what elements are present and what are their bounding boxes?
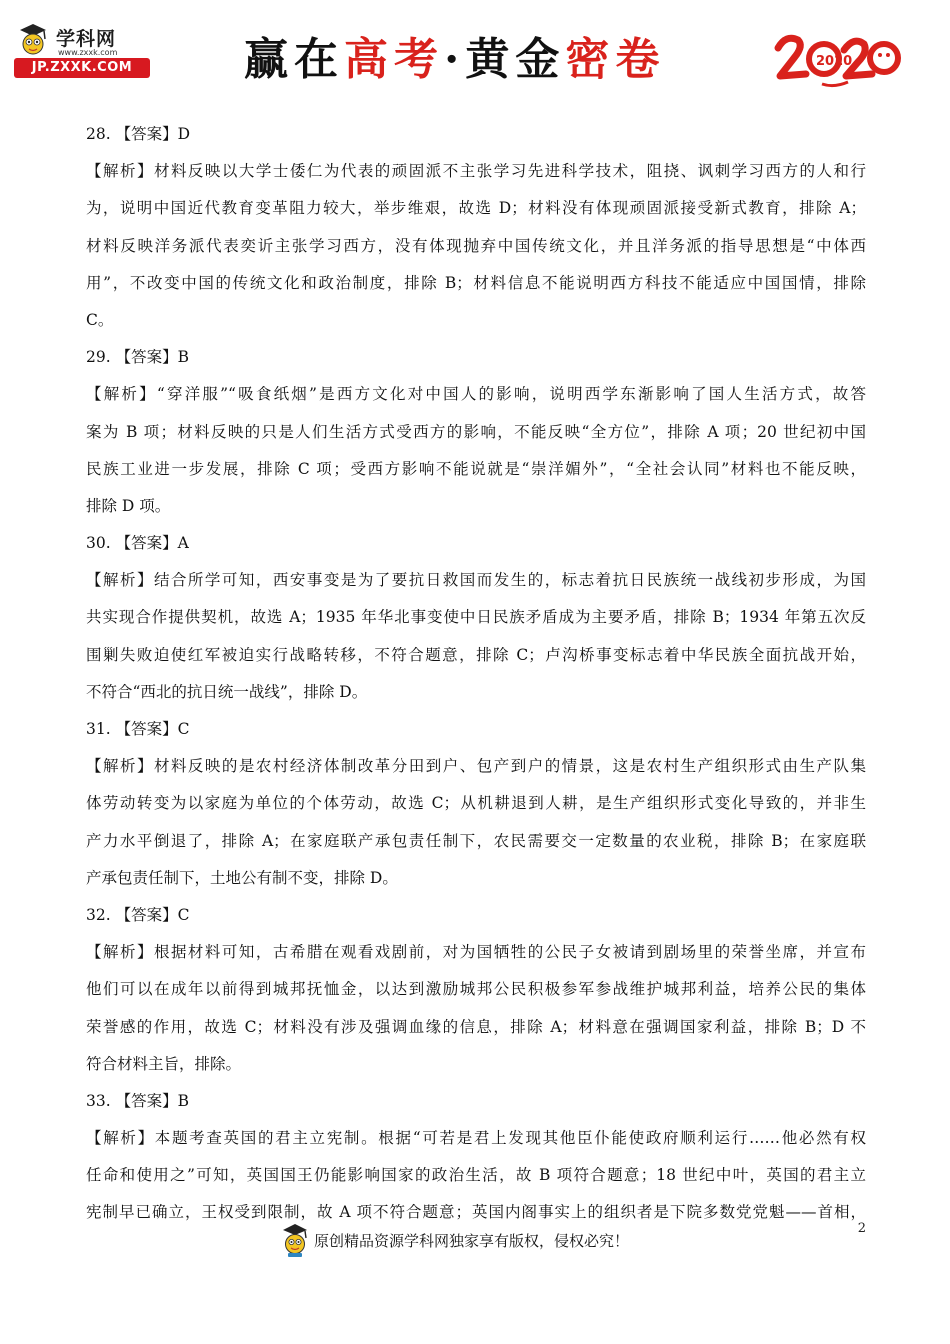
- text-line: 用”，不改变中国的传统文化和政治制度，排除 B；材料信息不能说明西方科技不能适应中国国情，排除: [86, 273, 866, 292]
- answer-content: [86, 116, 866, 1232]
- text-line: 产力水平倒退了，排除 A；在家庭联产承包责任制下，农民需要交一定数量的农业税，排除 B；在家庭联: [86, 831, 866, 850]
- logo-subtitle: www.zxxk.com: [58, 48, 118, 57]
- text-line: 体劳动转变为以家庭为单位的个体劳动，故选 C；从机耕退到人耕，是生产组织形式变化导致的，并非生: [86, 794, 866, 813]
- text-line: 【解析】材料反映以大学士倭仁为代表的顽固派不主张学习先进科学技术，阻挠、讽刺学习西方的人和行: [86, 162, 866, 181]
- banner-part: 高考: [344, 34, 444, 85]
- copyright-text: 原创精品资源学科网独家享有版权，侵权必究！: [314, 1232, 630, 1250]
- banner-title: [244, 30, 665, 90]
- banner-part: ·黄金: [444, 34, 566, 85]
- page-number: 2: [857, 1221, 866, 1236]
- logo-domain-badge: JP.ZXXK.COM: [14, 58, 150, 78]
- text-line: 他们可以在成年以前得到城邦抚恤金，以达到激励城邦公民积极参军参战维护城邦利益，培养公民的集体: [86, 980, 866, 999]
- text-line: 围剿失败迫使红军被迫实行战略转移，不符合题意，排除 C；卢沟桥事变标志着中华民族全面抗战开始，: [86, 645, 866, 664]
- text-line: 30. 【答案】A: [86, 534, 189, 553]
- text-line: 产承包责任制下，土地公有制不变，排除 D。: [86, 868, 398, 887]
- text-line: 材料反映洋务派代表奕䜣主张学习西方，没有体现抛弃中国传统文化，并且洋务派的指导思想是“中体西: [86, 236, 866, 255]
- site-logo[interactable]: [14, 22, 154, 82]
- text-line: 29. 【答案】B: [86, 348, 189, 367]
- banner-part: 赢在: [244, 34, 344, 85]
- text-line: 【解析】本题考查英国的君主立宪制。根据“可若是君上发现其他臣仆能使政府顺利运行……他必然有权: [86, 1129, 866, 1148]
- text-line: 荣誉感的作用，故选 C；材料没有涉及强调血缘的信息，排除 A；材料意在强调国家利益，排除 B；D 不: [86, 1017, 866, 1036]
- text-line: 【解析】材料反映的是农村经济体制改革分田到户、包产到户的情景，这是农村生产组织形式由生产队集: [86, 757, 866, 776]
- page-header: [0, 0, 950, 110]
- text-line: 民族工业进一步发展，排除 C 项；受西方影响不能说就是“崇洋媚外”，“全社会认同”材料也不能反映，: [86, 459, 866, 478]
- text-line: 任命和使用之”可知，英国国王仍能影响国家的政治生活，故 B 项符合题意；18 世纪中叶，英国的君主立: [86, 1166, 866, 1185]
- logo-name: 学科网: [56, 28, 117, 50]
- text-line: 33. 【答案】B: [86, 1091, 189, 1110]
- text-line: 28. 【答案】D: [86, 125, 191, 143]
- text-line: 为，说明中国近代教育变革阻力较大，举步维艰，故选 D；材料没有体现顽固派接受新式教育，排除 A；: [86, 199, 866, 218]
- mascot-logo-icon: [16, 22, 50, 58]
- text-line: 宪制早已确立，王权受到限制，故 A 项不符合题意；英国内阁事实上的组织者是下院多数党党魁——首相，: [86, 1203, 866, 1222]
- text-line: 【解析】结合所学可知，西安事变是为了要抗日救国而发生的，标志着抗日民族统一战线初步形成，为国: [86, 571, 866, 590]
- text-line: 31. 【答案】C: [86, 720, 190, 738]
- text-line: 案为 B 项；材料反映的只是人们生活方式受西方的影响，不能反映“全方位”，排除 A 项；20 世纪初中国: [86, 422, 866, 441]
- text-line: 【解析】“穿洋服”“吸食纸烟”是西方文化对中国人的影响，说明西学东渐影响了国人生活方式，故答: [86, 385, 866, 404]
- text-line: C。: [86, 310, 114, 329]
- text-line: 共实现合作提供契机，故选 A；1935 年华北事变使中日民族矛盾成为主要矛盾，排除 B；1934 年第五次反: [86, 608, 866, 627]
- banner-part: 密卷: [565, 34, 666, 85]
- text-line: 32. 【答案】C: [86, 905, 190, 924]
- year-text: 2020: [816, 54, 853, 69]
- text-line: 排除 D 项。: [86, 496, 171, 515]
- year-2020-logo: [772, 28, 902, 90]
- mascot-footer-icon: [280, 1222, 310, 1258]
- text-line: 不符合“西北的抗日统一战线”，排除 D。: [86, 682, 368, 701]
- text-line: 【解析】根据材料可知，古希腊在观看戏剧前，对为国牺牲的公民子女被请到剧场里的荣誉坐席，并宣布: [86, 943, 866, 962]
- text-line: 符合材料主旨，排除。: [86, 1054, 242, 1073]
